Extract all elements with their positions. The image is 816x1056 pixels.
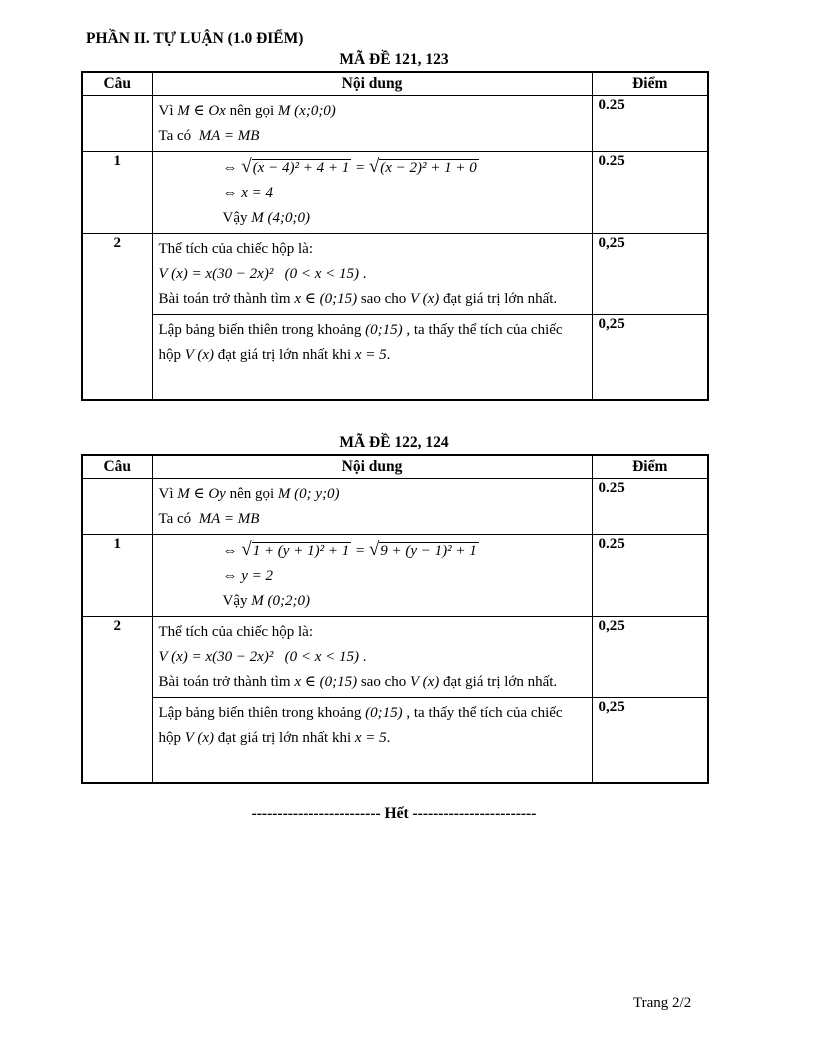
- math-text: ⇔ y = 2: [222, 568, 274, 584]
- plain-text: hộp: [158, 347, 185, 363]
- table-row: [82, 698, 708, 784]
- question-number-cell: 2: [82, 234, 152, 401]
- content-line: [159, 702, 586, 724]
- plain-text: .: [359, 649, 367, 665]
- plain-text: Vì: [158, 486, 178, 502]
- content-line: [159, 156, 586, 179]
- math-text: ⇔: [222, 543, 242, 559]
- content-line: [159, 565, 586, 587]
- math-text: M (0;2;0): [251, 593, 310, 609]
- plain-text: Ta có: [158, 128, 199, 144]
- content-cell: [152, 617, 592, 698]
- score-cell: 0.25: [592, 479, 708, 535]
- math-text: MA = MB: [198, 511, 260, 527]
- plain-text: Lập bảng biến thiên trong khoảng: [158, 322, 366, 338]
- table-row: [82, 535, 708, 617]
- content-line: [159, 590, 586, 612]
- plain-text: [273, 649, 284, 665]
- plain-text: , ta thấy thể tích của chiếc: [402, 705, 563, 721]
- math-text: (0 < x < 15): [284, 266, 359, 282]
- radical-sign: √: [241, 156, 252, 177]
- math-text: MA = MB: [198, 128, 260, 144]
- table-row: [82, 96, 708, 152]
- end-line: ------------------------- Hết ------------------------: [251, 805, 537, 822]
- content-cell: [152, 698, 592, 784]
- table-row: [82, 234, 708, 315]
- plain-text: nên gọi: [225, 103, 278, 119]
- sqrt-expression: [368, 156, 479, 177]
- content-line: [159, 483, 586, 505]
- score-cell: 0.25: [592, 96, 708, 152]
- plain-text: Vậy: [222, 593, 252, 609]
- sqrt-expression: [368, 539, 479, 560]
- math-text: V (x) = x(30 − 2x)²: [158, 649, 274, 665]
- answer-table: [81, 454, 709, 784]
- table-row: [82, 617, 708, 698]
- content-line: [159, 508, 586, 530]
- content-line: [159, 727, 586, 749]
- plain-text: .: [386, 730, 391, 746]
- math-text: M ∈ Ox: [177, 103, 226, 119]
- radicand: 1 + (y + 1)² + 1: [252, 543, 350, 559]
- radical-sign: √: [368, 156, 380, 177]
- math-text: M (4;0;0): [251, 210, 310, 226]
- section-title: PHẦN II. TỰ LUẬN (1.0 ĐIỂM): [86, 30, 304, 47]
- plain-text: nên gọi: [225, 486, 278, 502]
- column-header: Điểm: [592, 72, 708, 96]
- math-text: V (x): [184, 347, 215, 363]
- math-text: M (x;0;0): [277, 103, 336, 119]
- plain-text: Vậy: [222, 210, 252, 226]
- plain-text: [273, 266, 284, 282]
- math-text: =: [351, 543, 369, 559]
- plain-text: Ta có: [158, 511, 199, 527]
- math-text: =: [351, 160, 369, 176]
- math-text: V (x): [409, 291, 440, 307]
- column-header: Nội dung: [152, 72, 592, 96]
- content-cell: [152, 234, 592, 315]
- radicand: (x − 2)² + 1 + 0: [380, 160, 477, 176]
- sqrt-expression: [241, 156, 351, 177]
- content-line: [159, 671, 586, 693]
- math-text: ⇔: [222, 160, 242, 176]
- table-row: [82, 315, 708, 401]
- plain-text: hộp: [158, 730, 185, 746]
- content-line: [159, 238, 586, 260]
- table-title: MÃ ĐỀ 121, 123: [339, 51, 449, 68]
- plain-text: Lập bảng biến thiên trong khoảng: [158, 705, 366, 721]
- content-line: [159, 288, 586, 310]
- question-number-cell: 1: [82, 152, 152, 234]
- document-content: [81, 30, 707, 823]
- math-text: V (x) = x(30 − 2x)²: [158, 266, 274, 282]
- header-row: [82, 455, 708, 479]
- plain-text: Bài toán trở thành tìm: [158, 291, 295, 307]
- plain-text: đạt giá trị lớn nhất.: [439, 674, 558, 690]
- plain-text: Thể tích của chiếc hộp là:: [158, 241, 314, 257]
- math-text: M ∈ Oy: [177, 486, 226, 502]
- content-line: [159, 182, 586, 204]
- plain-text: đạt giá trị lớn nhất khi: [214, 347, 355, 363]
- math-text: x = 5: [354, 730, 387, 746]
- plain-text: Thể tích của chiếc hộp là:: [158, 624, 314, 640]
- radical-sign: √: [241, 539, 252, 560]
- content-line: [159, 263, 586, 285]
- content-cell: [152, 152, 592, 234]
- score-cell: 0,25: [592, 234, 708, 315]
- plain-text: .: [359, 266, 367, 282]
- content-cell: [152, 479, 592, 535]
- column-header: Câu: [82, 72, 152, 96]
- score-cell: 0,25: [592, 315, 708, 401]
- math-text: (0;15): [365, 705, 403, 721]
- column-header: Nội dung: [152, 455, 592, 479]
- column-header: Điểm: [592, 455, 708, 479]
- math-text: ⇔ x = 4: [222, 185, 274, 201]
- question-number-cell: 1: [82, 535, 152, 617]
- plain-text: Bài toán trở thành tìm: [158, 674, 295, 690]
- content-line: [159, 621, 586, 643]
- answer-table: [81, 71, 709, 401]
- table-row: [82, 152, 708, 234]
- plain-text: sao cho: [357, 674, 410, 690]
- math-text: (0;15): [365, 322, 403, 338]
- question-number-cell: 2: [82, 617, 152, 784]
- content-cell: [152, 535, 592, 617]
- tables-host: [81, 51, 707, 784]
- plain-text: Vì: [158, 103, 178, 119]
- content-line: [159, 344, 586, 366]
- plain-text: sao cho: [357, 291, 410, 307]
- header-row: [82, 72, 708, 96]
- math-text: x ∈ (0;15): [294, 291, 358, 307]
- question-number-cell: [82, 96, 152, 152]
- page-number: Trang 2/2: [633, 995, 692, 1011]
- math-text: x ∈ (0;15): [294, 674, 358, 690]
- content-line: [159, 646, 586, 668]
- math-text: (0 < x < 15): [284, 649, 359, 665]
- table-row: [82, 479, 708, 535]
- radicand: (x − 4)² + 4 + 1: [252, 160, 350, 176]
- plain-text: , ta thấy thể tích của chiếc: [402, 322, 563, 338]
- math-text: x = 5: [354, 347, 387, 363]
- table-title: MÃ ĐỀ 122, 124: [339, 434, 449, 451]
- content-line: [159, 100, 586, 122]
- score-cell: 0.25: [592, 152, 708, 234]
- math-text: V (x): [409, 674, 440, 690]
- plain-text: đạt giá trị lớn nhất.: [439, 291, 558, 307]
- content-line: [159, 125, 586, 147]
- table-block: [81, 51, 707, 401]
- content-line: [159, 319, 586, 341]
- plain-text: đạt giá trị lớn nhất khi: [214, 730, 355, 746]
- sqrt-expression: [241, 539, 351, 560]
- radical-sign: √: [368, 539, 380, 560]
- math-text: M (0; y;0): [277, 486, 340, 502]
- content-cell: [152, 315, 592, 401]
- question-number-cell: [82, 479, 152, 535]
- plain-text: .: [386, 347, 391, 363]
- radicand: 9 + (y − 1)² + 1: [380, 543, 477, 559]
- content-cell: [152, 96, 592, 152]
- content-line: [159, 539, 586, 562]
- content-line: [159, 207, 586, 229]
- column-header: Câu: [82, 455, 152, 479]
- score-cell: 0,25: [592, 698, 708, 784]
- score-cell: 0.25: [592, 535, 708, 617]
- math-text: V (x): [184, 730, 215, 746]
- score-cell: 0,25: [592, 617, 708, 698]
- table-block: [81, 434, 707, 784]
